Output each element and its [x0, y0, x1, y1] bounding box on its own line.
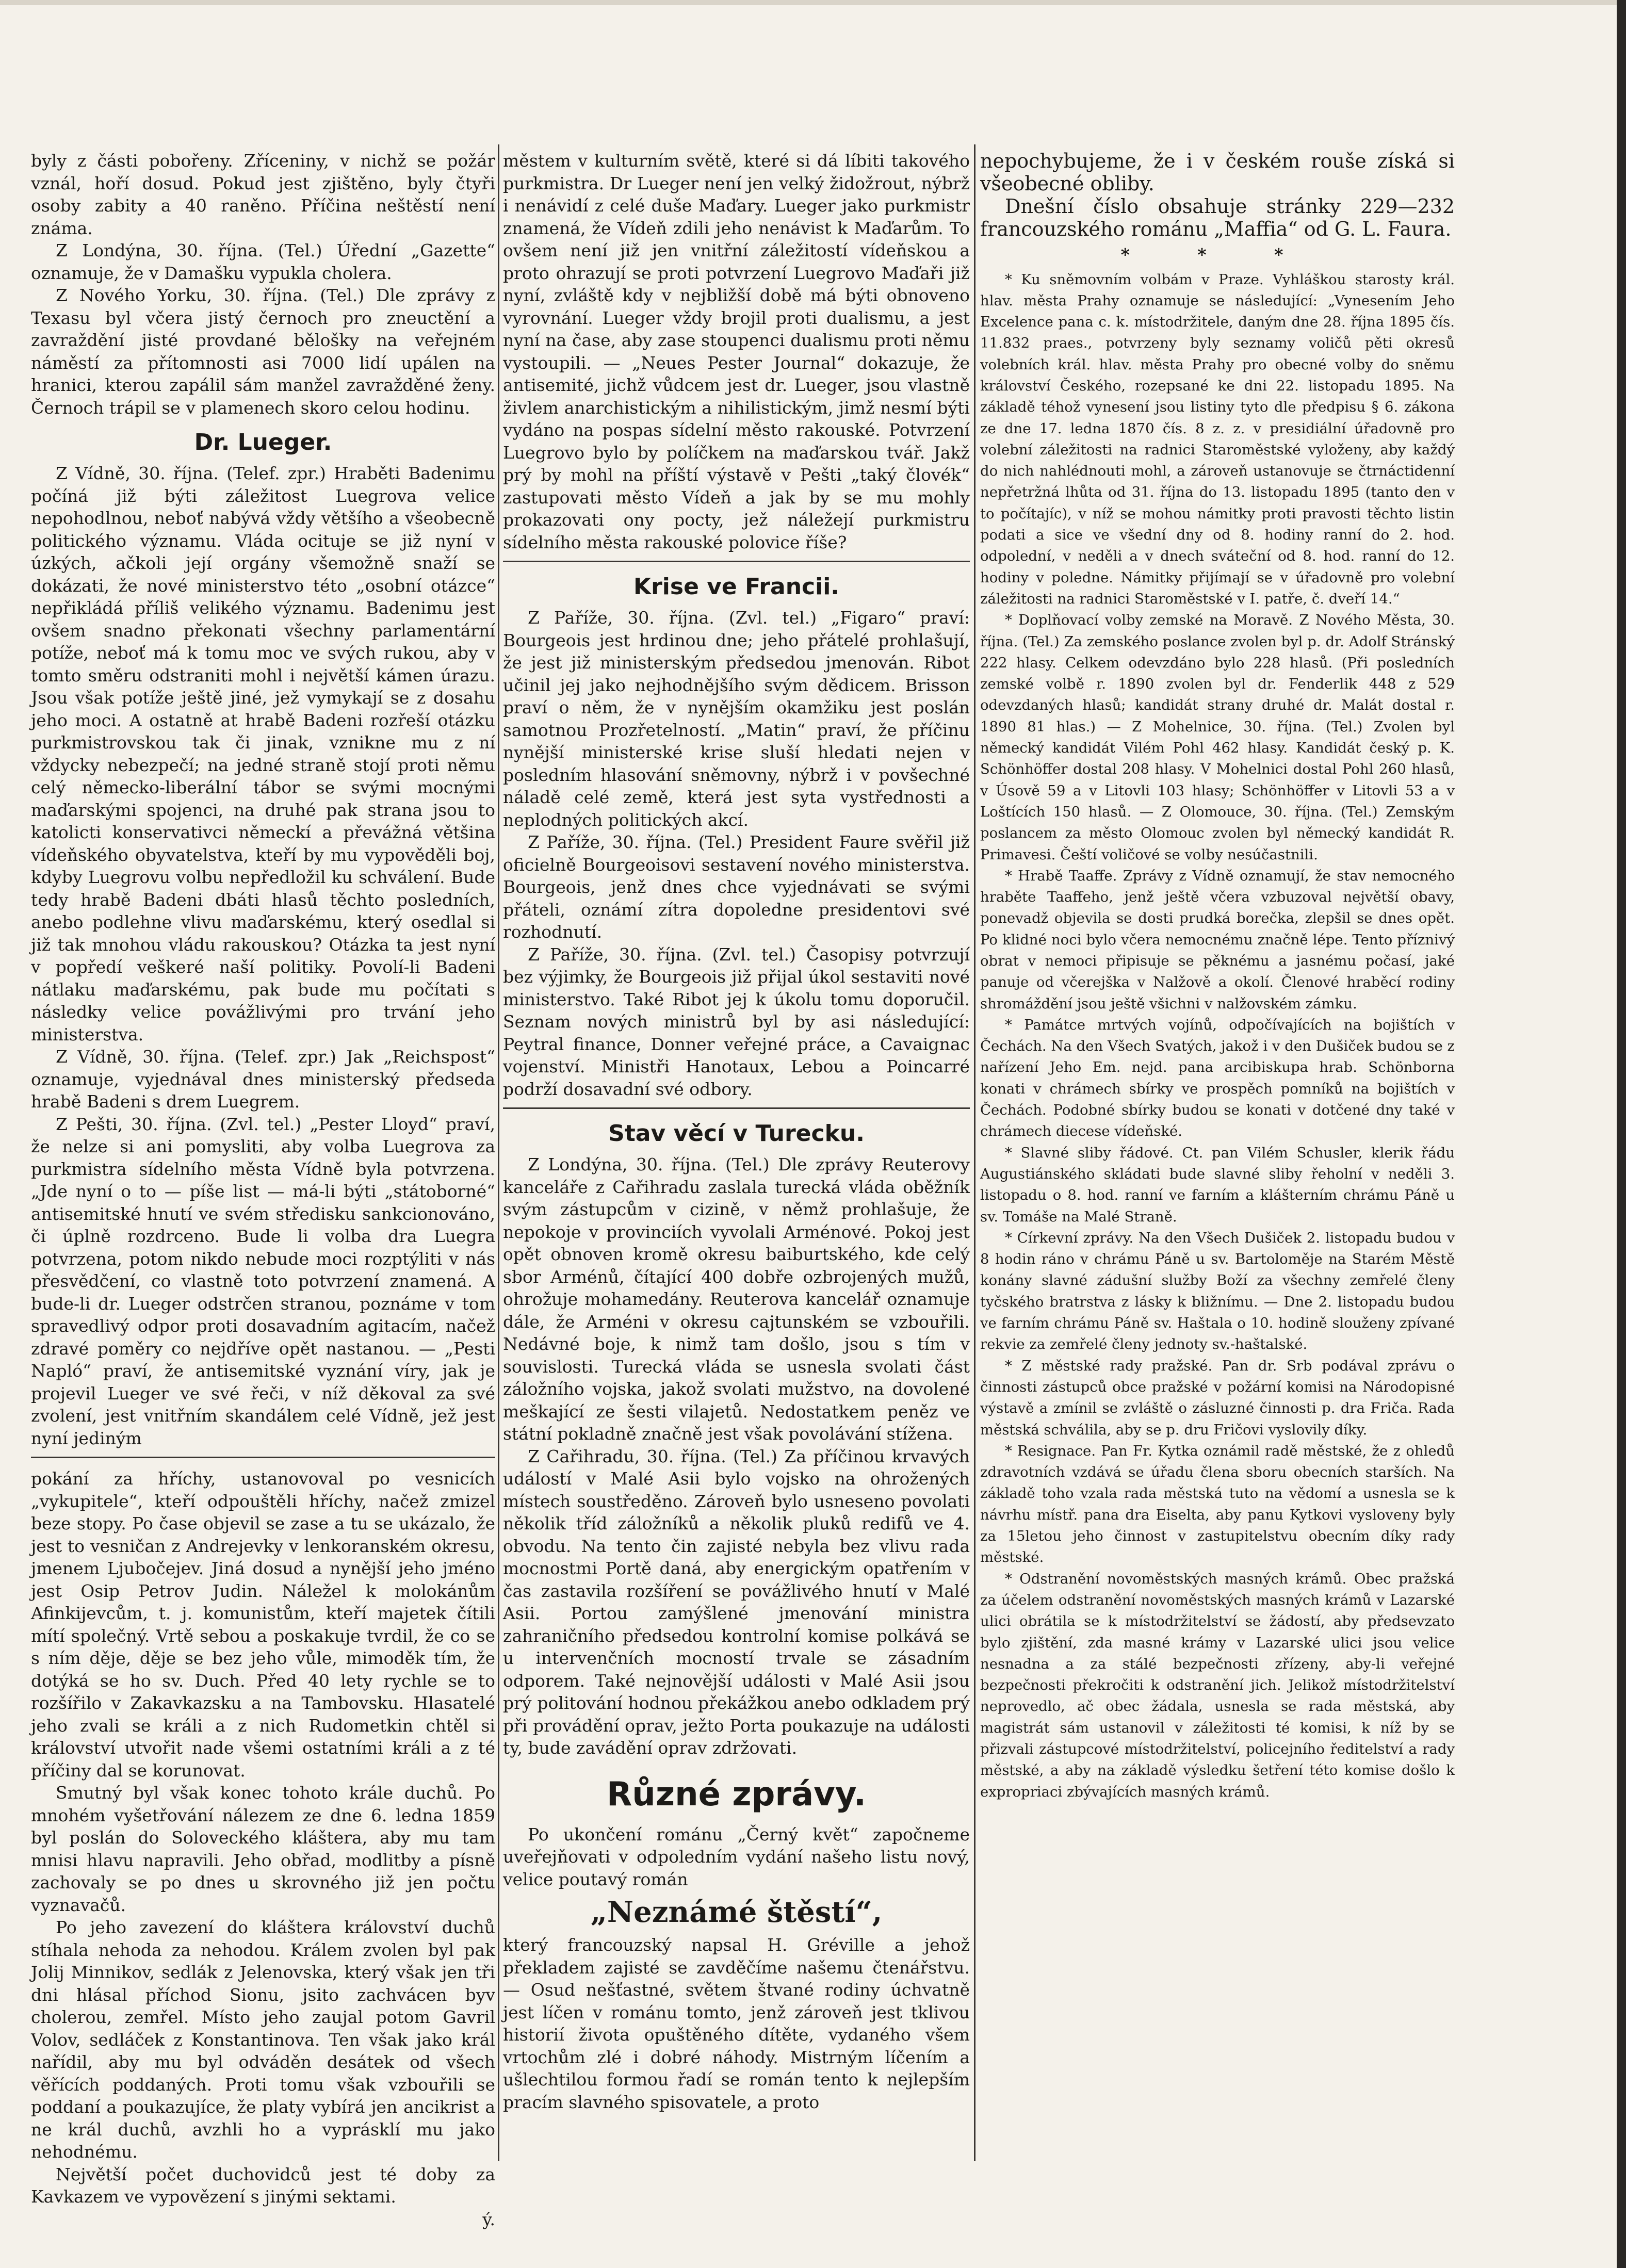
section-divider-turkey: [503, 1107, 970, 1109]
news-count-taaffe: * Hrabě Taaffe. Zprávy z Vídně oznamují, že stav nemocného hraběte Taaffeho, jenž ještě včera vzbuzoval největší obavy, ponevadž objevila se dosti prudká borečka, zlepšil se dnes opět. Po klidné noci bylo včera nemocnému značně lépe. Tento příznivý obrat v nemoci připisuje se pěknému a jasnému počasí, jaké panuje od včerejška v Nalžově a okolí. Členové hraběcí rodiny shromáždění jsou ještě všichni v nalžovském zámku.: [980, 867, 1455, 1012]
feuilleton-divider: [31, 1457, 495, 1458]
page-right-edge: [1617, 0, 1626, 2268]
feuilleton-signature: ý.: [482, 2209, 495, 2229]
heading-lueger: Dr. Lueger.: [194, 429, 332, 455]
news-elections-prague: * Ku sněmovním volbám v Praze. Vyhláškou starosty král. hlav. města Prahy oznamuje se následující: „Vynesením Jeho Excelence pana c. k. místodržitele, daným dne 28. října 1895 čís. 11.832 praes., potvrzeny byly seznamy voličů pěti okresů volebních král. hlav. města Prahy pro obecné volby do sněmu království Českého, rozepsané ke dni 22. listopadu 1895. Na základě téhož vynesení jsou listiny tyto dle předpisu § 6. zákona ze dne 17. ledna 1870 čís. 8 z. z. v presidiální úřadovně pro volební záležitosti na radnici Staroměstské vyloženy, aby každý do nich nahlédnouti mohl, a zároveň ustanovuje se čtrnáctidenní nepřetržná lhůta od 31. října do 13. listopadu 1895 (tanto den v to počítajíc), v níž se mohou námitky proti pravosti těchto listin podati a sice ve všední dny od 8. hodiny ranní do 2. hod. odpolední, v neděli a v dnech sváteční od 8. hod. ranní do 12. hodiny v poledne. Námitky přijímají se v úřadovně pro volební záležitosti na radnici Staroměstské v I. patře, č. dveří 14.“: [980, 271, 1455, 607]
novel-announcement-end: nepochybujeme, že i v českém rouše získá si všeobecné obliby.: [980, 150, 1455, 195]
article-lueger-vienna-2: Z Vídně, 30. října. (Telef. zpr.) Jak „Reichspost“ oznamuje, vyjednával dnes ministerský předseda hrabě Badeni s drem Luegrem.: [31, 1047, 495, 1112]
news-religious-vows: * Slavné sliby řádové. Ct. pan Vilém Schusler, klerik řádu Augustiánského skládati bude slavné sliby řeholní v neděli 3. listopadu o 8. hod. ranní ve farním a klášterním chrámu Páně u sv. Tomáše na Malé Straně.: [980, 1144, 1455, 1225]
article-paris-1: Z Paříže, 30. října. (Zvl. tel.) „Figaro“ praví: Bourgeois jest hrdinou dne; jeho přátelé prohlašují, že jest již ministerským předsedou jmenován. Ribot učinil jej jako nejhodnějšího svým dědicem. Brisson praví o něm, že v nynějším okamžiku jest poslán samotnou Prozřetelností. „Matin“ praví, že příčinu nynější ministerské krise sluší hledati nejen v posledním hlasování sněmovny, nýbrž i v povšechné náladě celé země, která jest syta vystřednosti a neplodných politických akcí.: [503, 608, 970, 830]
article-paris-2: Z Paříže, 30. října. (Tel.) President Faure svěřil již oficielně Bourgeoisovi sestavení nového ministerstva. Bourgeois, jenž dnes chce vyjednávati se svými přáteli, oznámí zítra dopoledne presidentovi své rozhodnutí.: [503, 832, 970, 942]
column-left: [31, 150, 495, 2230]
column-right: [980, 150, 1455, 1803]
feuilleton-part-3: Po jeho zavezení do kláštera království duchů stíhala nehoda za nehodou. Králem zvolen byl pak Jolij Minnikov, sedlák z Jelenovska, který však jen tři dni hlásal příchod Sionu, jsito zachvácen byv cholerou, zemřel. Místo jeho zaujal potom Gavril Volov, sedláček z Konstantinova. Ten však jako král nařídil, aby mu byl odváděn desátek od všech věřících poddaných. Proti tomu však vzbouřili se poddaní a poukazujíce, že platy vybírá jen ancikrist a ne král duchů, avzhli ho a vyprásklí mu jako nehodnému.: [31, 1917, 495, 2162]
news-soldiers-memorial: * Památce mrtvých vojínů, odpočívajících na bojištích v Čechách. Na den Všech Svatých, jakož i v den Dušiček budou se z nařízení Jeho Em. nejd. pana arcibiskupa hrab. Schönborna konati v chrámech sbírky ve prospěch pomníků na bojištích v Čechách. Podobné sbírky budou se konati v dotčené dny také v chrámech diecese vídeňské.: [980, 1016, 1455, 1140]
feuilleton-part-4: Největší počet duchovidců jest té doby za Kavkazem ve vypovězení s jinými sektami.: [31, 2164, 495, 2207]
section-stars: * * *: [1120, 244, 1314, 265]
novel-announcement-intro: Po ukončení románu „Černý květ“ započneme uveřejňovati v odpoledním vydání našeho listu nový, velice poutavý román: [503, 1824, 970, 1889]
novel-pages-note: Dnešní číslo obsahuje stránky 229—232 francouzského románu „Maffia“ od G. L. Faura.: [980, 195, 1455, 240]
news-church: * Církevní zprávy. Na den Všech Dušiček 2. listopadu budou v 8 hodin ráno v chrámu Páně u sv. Bartoloměje na Starém Městě konány slavné zádušní služby Boží za všechny zemřelé členy tyčského bratrstva z lásky k bližnímu. — Dne 2. listopadu budou ve farním chrámu Páně sv. Haštala o 10. hodině slouženy zpívané rekvie za zemřelé členy jednoty sv.-haštalské.: [980, 1229, 1455, 1353]
novel-title: „Neznámé štěstí“,: [590, 1895, 883, 1929]
article-london-cholera: Z Londýna, 30. října. (Tel.) Úřední „Gazette“ oznamuje, že v Damašku vypukla cholera.: [31, 240, 495, 283]
heading-france: Krise ve Francii.: [633, 574, 839, 600]
article-lueger-continued: městem v kulturním světě, které si dá líbiti takového purkmistra. Dr Lueger není jen velký židožrout, nýbrž i nenávidí z celé duše Maďary. Lueger jako purkmistr znamená, že Vídeň zdili jeho nenávist k Maďarům. To ovšem není již jen vnitřní záležitostí vídeňskou a proto ohrazují se proti potvrzení Luegrovo Maďaři již nyní, zvláště kdy v nejbližší době má býti obnoveno vyrovnání. Lueger vždy brojil proti dualismu, a jest nyní na čase, aby zase stoupenci dualismu proti němu vystoupili. — „Neues Pester Journal“ dokazuje, že antisemité, jichž vůdcem jest dr. Lueger, jsou vlastně živlem anarchistickým a nihilistickým, jimž nesmí býti vydáno na pospas sídelní město rakouské. Potvrzení Luegrovo bylo by políčkem na maďarskou tvář. Jakž prý by mohl na příští výstavě v Pešti „taký človék“ zastupovati město Vídeň a jak by se mu mohly prokazovati ony pocty, jež náležejí purkmistru sídelního města rakouské polovice říše?: [503, 151, 970, 552]
heading-various-news: Různé zprávy.: [606, 1775, 867, 1814]
article-lueger-vienna-1: Z Vídně, 30. října. (Telef. zpr.) Hraběti Badenimu počíná již býti záležitost Luegrova velice nepohodlnou, neboť nabývá vždy většího a všeobecně politického významu. Vláda ocituje se již nyní v úzkých, ačkoli její orgány všemožně snaží se dokázati, že nové ministerstvo této „osobní otázce“ nepřikládá příliš velikého významu. Badenimu jest ovšem snadno překonati všechny parlamentární potíže, neboť má k tomu moc ve svých rukou, aby v tomto směru odstraniti mohl i největší kámen úrazu. Jsou však potíže ještě jiné, jež vymykají se z dosahu jeho moci. A ostatně at hrabě Badeni rozřeší otázku purkmistrovskou tak či jinak, vznikne mu z ní vždycky nebezpečí; na jedné straně stojí proti němu celý německo-liberální tábor se svými mocnými maďarskými spojenci, na druhé pak strana jsou to katolicti konservativci německí a převážná většina vídeňského obyvatelstva, kteří by mu vypověděli boj, kdyby Luegrovu volbu nepředložil ku schválení. Bude tedy hrabě Badeni dbáti hlasů těchto posledních, anebo podlehne vlivu maďarskému, který osedlal si již tak mnohou vládu rakouskou? Otázka ta jest nyní v popředí veškeré naší politiky. Povolí-li Badeni nátlaku maďarskému, pak bude mu počítati s následky velice povážlivými pro trvání jeho ministerstva.: [31, 463, 495, 1045]
column-rule-right: [974, 144, 975, 2161]
section-divider-france: [503, 561, 970, 562]
article-constantinople: Z Cařihradu, 30. října. (Tel.) Za příčinou krvavých událostí v Malé Asii bylo vojsko na ohrožených místech soustředěno. Zároveň bylo usneseno povolati několik tříd záložníků a několik pluků redifů ve 4. obvodu. Na tento čin zajisté nebyla bez vlivu rada mocnostmi Portě daná, aby energickým opatřením v čas zastavila rozšíření se povážlivého hnutí v Malé Asii. Portou zamýšlené jmenování ministra zahraničního předsedou kontrolní komise polkává se u intervenčních mocností trvale se zásadním odporem. Také nejnovější události v Malé Asii jsou prý politování hodnou překážkou anebo odkladem prý při provádění oprav, ježto Porta poukazuje na události ty, bude zavádění oprav zdržovati.: [503, 1446, 970, 1758]
article-fire-end: byly z části pobořeny. Zříceniny, v nichž se požár vznál, hoří dosud. Pokud jest zjištěno, byly čtyři osoby zabity a 40 raněno. Příčina neštěstí není známa.: [31, 151, 495, 238]
news-resignation: * Resignace. Pan Fr. Kytka oznámil radě městské, že z ohledů zdravotních vzdává se úřadu člena sboru obecních starších. Na základě toho vzala rada městská tuto na vědomí a usnesla se k návrhu místř. pana dra Eiselta, aby panu Kytkovi vysloveny byly za 15letou jeho činnost v zastupitelstvu obecním díky rady městské.: [980, 1442, 1455, 1566]
news-byelection-moravia: * Doplňovací volby zemské na Moravě. Z Nového Města, 30. října. (Tel.) Za zemského poslance zvolen byl p. dr. Adolf Stránský 222 hlasy. Celkem odevzdáno bylo 228 hlasů. (Při posledních zemské volbě r. 1890 zvolen byl dr. Fenderlik 448 z 529 odevzdaných hlasů; kandidát strany druhé dr. Malát dostal r. 1890 81 hlas.) — Z Mohelnice, 30. října. (Tel.) Zvolen byl německý kandidát Vilém Pohl 462 hlasy. Kandidát český p. K. Schönhöffer dostal 208 hlasy. V Mohelnici dostal Pohl 260 hlasů, v Úsově 59 a v Litovli 103 hlasy; Schönhöffer v Litovli 53 a v Loštících 150 hlasů. — Z Olomouce, 30. října. (Tel.) Zemským poslancem za město Olomouc zvolen byl německý kandidát R. Primavesi. Čeští voličové se volby nesúčastnili.: [980, 612, 1455, 863]
page-top-edge: [0, 0, 1626, 5]
feuilleton-part-1: pokání za hříchy, ustanovoval po vesnicích „vykupitele“, kteří odpouštěli hříchy, načež zmizel beze stopy. Po čase objevil se zase a tu se ukázalo, že jest to vesničan z Andrejevky v lenkoranském okresu, jmenem Ljubočejev. Jiná dosud a nynější jeho jméno jest Osip Petrov Judin. Náležel k molokánům Afinkijevcům, t. j. komunistům, kteří majetek čítili mítí společný. Vrtě sebou a poskakuje tvrdil, že co se s ním děje, děje se bez jeho vůle, mimoděk tím, že dotýká se ho sv. Duch. Před 40 lety rychle se to rozšířilo v Zakavkazsku a na Tambovsku. Hlasatelé jeho zvali se králi a z nich Rudometkin chtěl si království utvořit nade všemi ostatními králi a z té příčiny dal se korunovat.: [31, 1469, 495, 1781]
article-lueger-pest: Z Pešti, 30. října. (Zvl. tel.) „Pester Lloyd“ praví, že nelze si ani pomysliti, aby volba Luegrova za purkmistra sídelního města Vídně byla potvrzena. „Jde nyní o to — píše list — má-li býti „státoborné“ antisemitské hnutí ve svém středisku sankcionováno, či úplně rozdrceno. Bude li volba dra Luegra potvrzena, potom nikdo nebude moci rozptýliti v nás přesvědčení, co vlastně toto potvrzení znamená. A bude-li dr. Lueger odstrčen stranou, poznáme v tom spravedlivý odpor proti dosavadním agitacím, načež zdravé poměry co nejdříve opět nastanou. — „Pesti Napló“ praví, že antisemitské vyznání víry, jak je projevil Lueger ve své řeči, v níž děkoval za své zvolení, jest vnitřním skandálem celé Vídně, jež jest nyní jediným: [31, 1114, 495, 1448]
article-new-york: Z Nového Yorku, 30. října. (Tel.) Dle zprávy z Texasu byl včera jistý černoch pro zneuctění a zavraždění jisté provdané bělošky na veřejném náměstí za přítomnosti asi 7000 lidí upálen na hranici, kterou zapálil sám manžel zavražděné ženy. Černoch trápil se v plamenech skoro celou hodinu.: [31, 285, 495, 418]
column-rule-left: [498, 144, 499, 2161]
novel-announcement-text: který francouzský napsal H. Gréville a jehož překladem zajisté se zavděčíme našemu čtenářstvu. — Osud nešťastné, světem štvané rodiny úchvatně jest líčen v románu tomto, jenž zároveň jest tklivou historií života opuštěného dítěte, vydaného všem vrtochům zlé i dobré náhody. Mistrným líčením a ušlechtilou formou řadí se román tento k nejlepším pracím slavného spisovatele, a proto: [503, 1935, 970, 2112]
column-middle: [503, 150, 970, 2113]
article-london-turkey: Z Londýna, 30. října. (Tel.) Dle zprávy Reuterovy kanceláře z Cařihradu zaslala turecká vláda oběžník svým zástupcům v cizině, v němž prohlašuje, že nepokoje v provinciích vyvolali Arménové. Pokoj jest opět obnoven kromě okresu baiburtského, kde celý sbor Arménů, čítající 400 dobře ozbrojených mužů, ohrožuje mohamedány. Reuterova kancelář oznamuje dále, že Arméni v okresu cajtunském se vzbouřili. Nedávné boje, k nimž tam došlo, jsou s tím v souvislosti. Turecká vláda se usnesla svolati část záložního vojska, jakož svolati mužstvo, na dovolené meškající ze šesti vilajetů. Nedostatkem peněz ve státní pokladně značně jest však povolávání stížena.: [503, 1154, 970, 1444]
article-paris-3: Z Paříže, 30. října. (Zvl. tel.) Časopisy potvrzují bez výjimky, že Bourgeois již přijal úkol sestaviti nové ministerstvo. Také Ribot jej k úkolu tomu doporučil. Seznam nových ministrů byl by asi následující: Peytral finance, Donner veřejné práce, a Cavaignac vojenství. Ministři Hanotaux, Lebou a Poincarré podrží dosavadní své odbory.: [503, 944, 970, 1099]
news-meat-stalls: * Odstranění novoměstských masných krámů. Obec pražská za účelem odstranění novoměstských masných krámů v Lazarské ulici obrátila se k místodržitelství se žádostí, aby předsevzato bylo zjištění, zda masné krámy v Lazarské ulici jsou velice nesnadna a za stálé bezpečnosti zřízeny, aby-li veřejné bezpečnosti překročiti k odstranění jich. Jelikož místodržitelství neprovedlo, ač obec žádala, usnesla se rada městská, aby magistrát sám ustanovil v záležitosti té komisi, k níž by se přizvali zástupcové místodržitelství, policejního ředitelství a rady městské, a aby na základě výsledku šetření této komise došlo k expropriaci zbývajících masných krámů.: [980, 1570, 1455, 1800]
news-city-council: * Z městské rady pražské. Pan dr. Srb podával zprávu o činnosti zástupců obce pražské v požární komisi na Národopisné výstavě a zmínil se zvláště o zásluzné činnosti p. dra Friča. Rada městská schválila, aby se p. dru Fričovi vyslovily díky.: [980, 1357, 1455, 1438]
feuilleton-part-2: Smutný byl však konec tohoto krále duchů. Po mnohém vyšetřování nálezem ze dne 6. ledna 1859 byl poslán do Soloveckého kláštera, aby mu tam mnisi hlavu napravili. Jeho obřad, modlitby a písně zachovaly se po dnes u skrovného již jen počtu vyznavačů.: [31, 1783, 495, 1915]
heading-turkey: Stav věcí v Turecku.: [608, 1120, 865, 1147]
